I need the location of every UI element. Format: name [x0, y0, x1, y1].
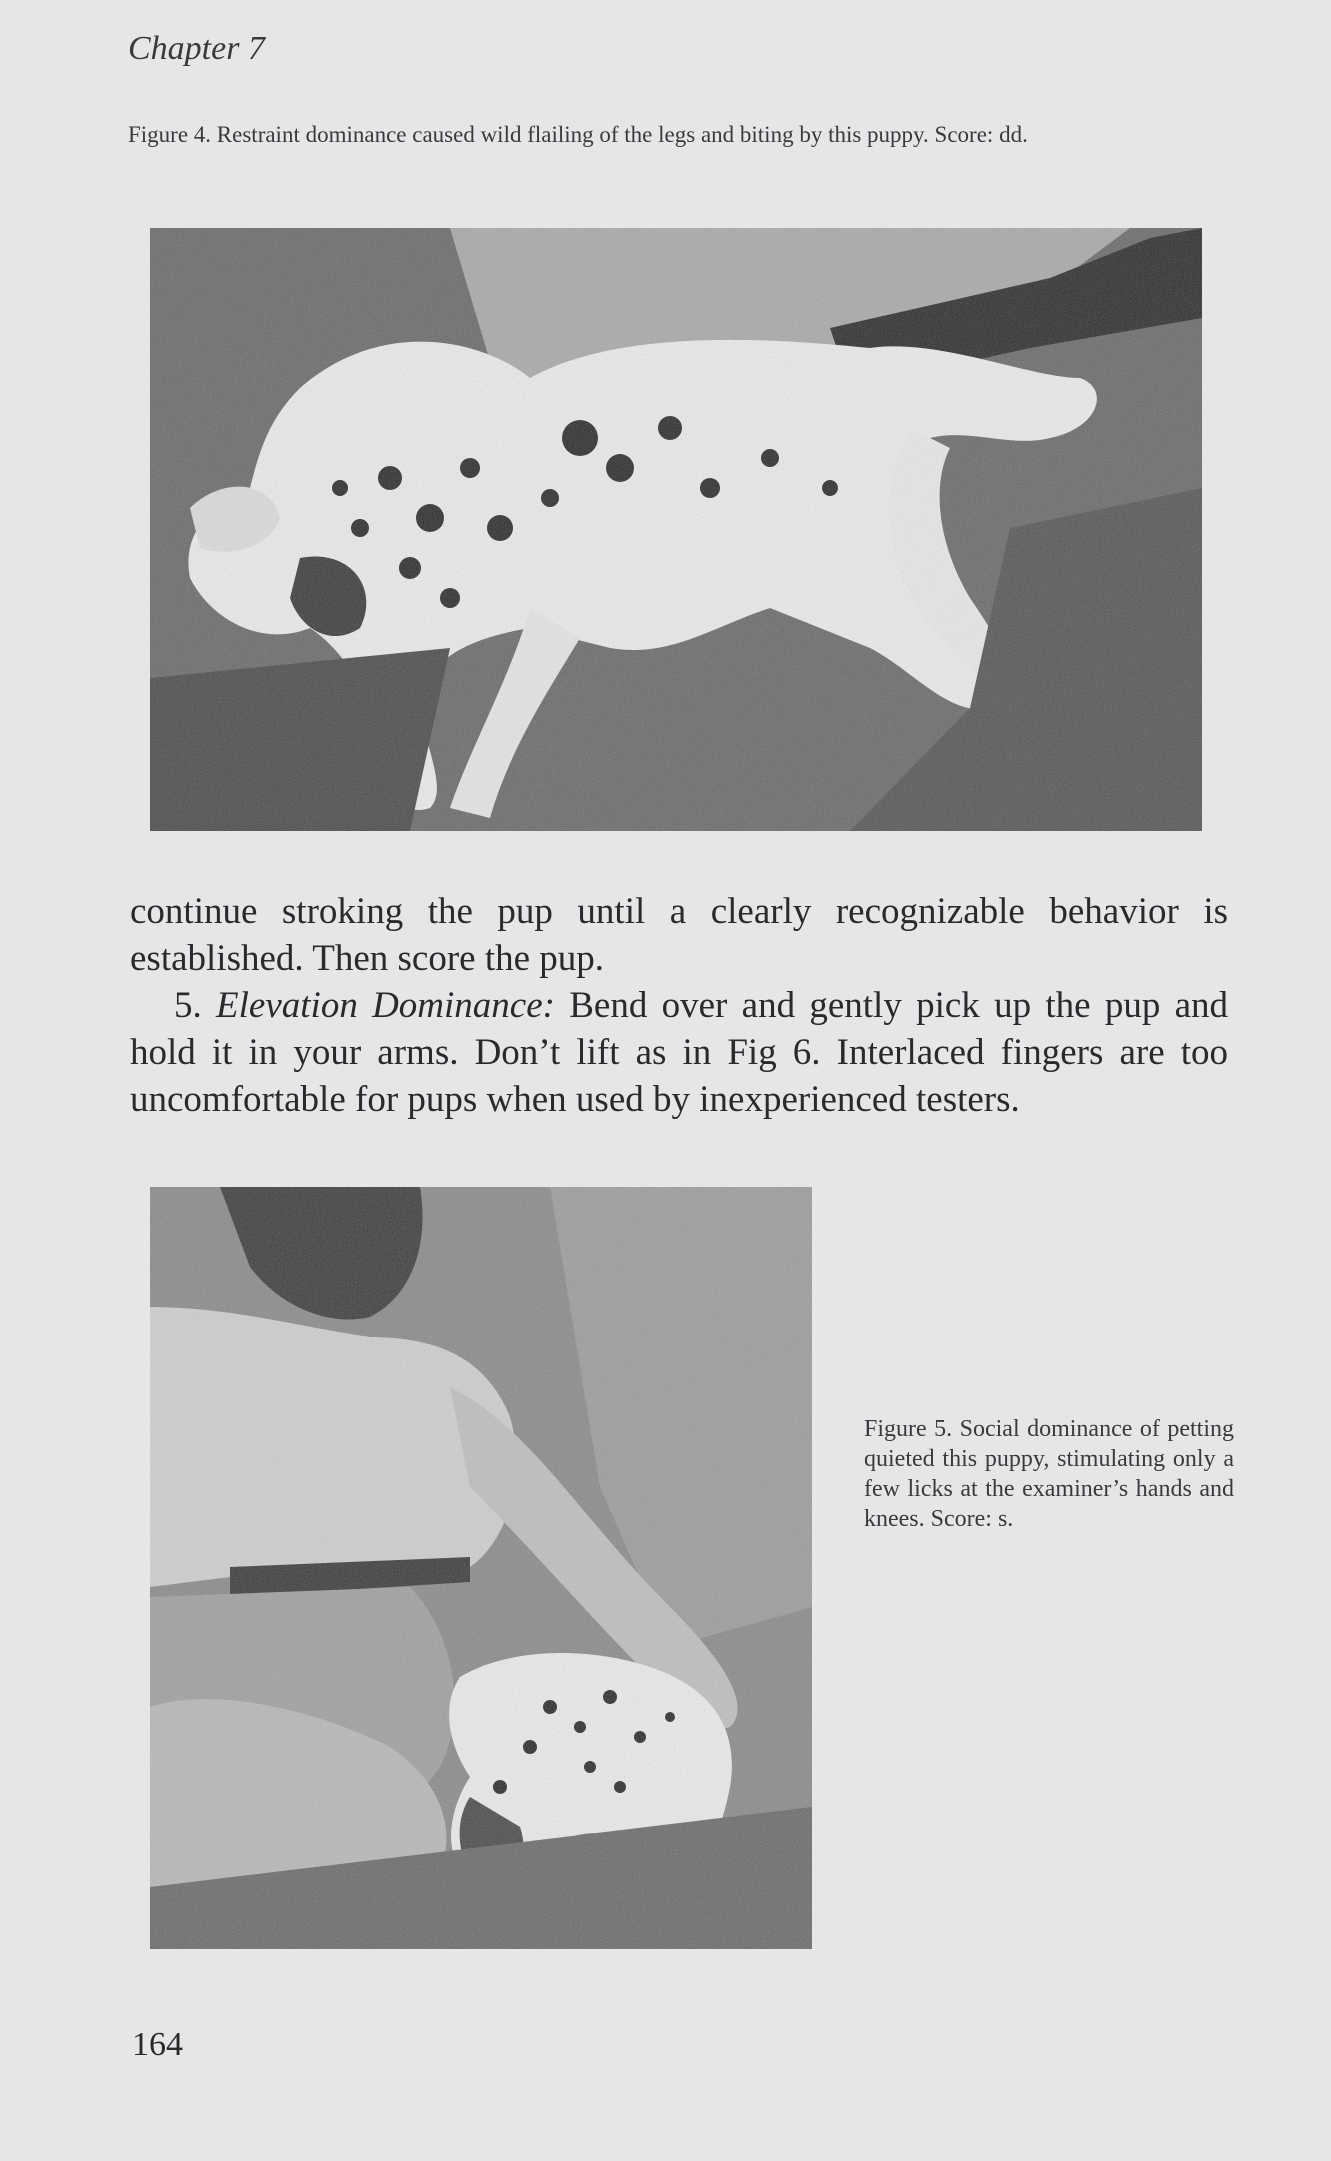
figure-4-caption: Figure 4. Restraint dominance caused wild flailing of the legs and biting by this puppy. Score: dd. [128, 122, 1028, 147]
body-text [130, 888, 1228, 1123]
figure-5-caption: Figure 5. Social dominance of petting quieted this puppy, stimulating only a few licks at the examiner’s hands and knees. Score: s. [864, 1416, 1234, 1532]
figure-5-photo [150, 1187, 812, 1949]
paragraph-2-heading: Elevation Dominance: [216, 985, 555, 1026]
chapter-header: Chapter 7 [128, 30, 265, 67]
figure-4-photo [150, 228, 1202, 831]
paragraph-2-number: 5. [174, 985, 217, 1026]
paragraph-1: continue stroking the pup until a clearly recognizable behavior is established. Then score the pup. [130, 891, 1228, 979]
paragraph-2-text: Bend over and gently pick up the pup and hold it in your arms. Don’t lift as in Fig 6. Interlaced fingers are too uncomfortable for pups when used by inexperienced testers. [130, 985, 1229, 1120]
paragraph-2 [130, 982, 1228, 1123]
page-number: 164 [132, 2026, 183, 2063]
